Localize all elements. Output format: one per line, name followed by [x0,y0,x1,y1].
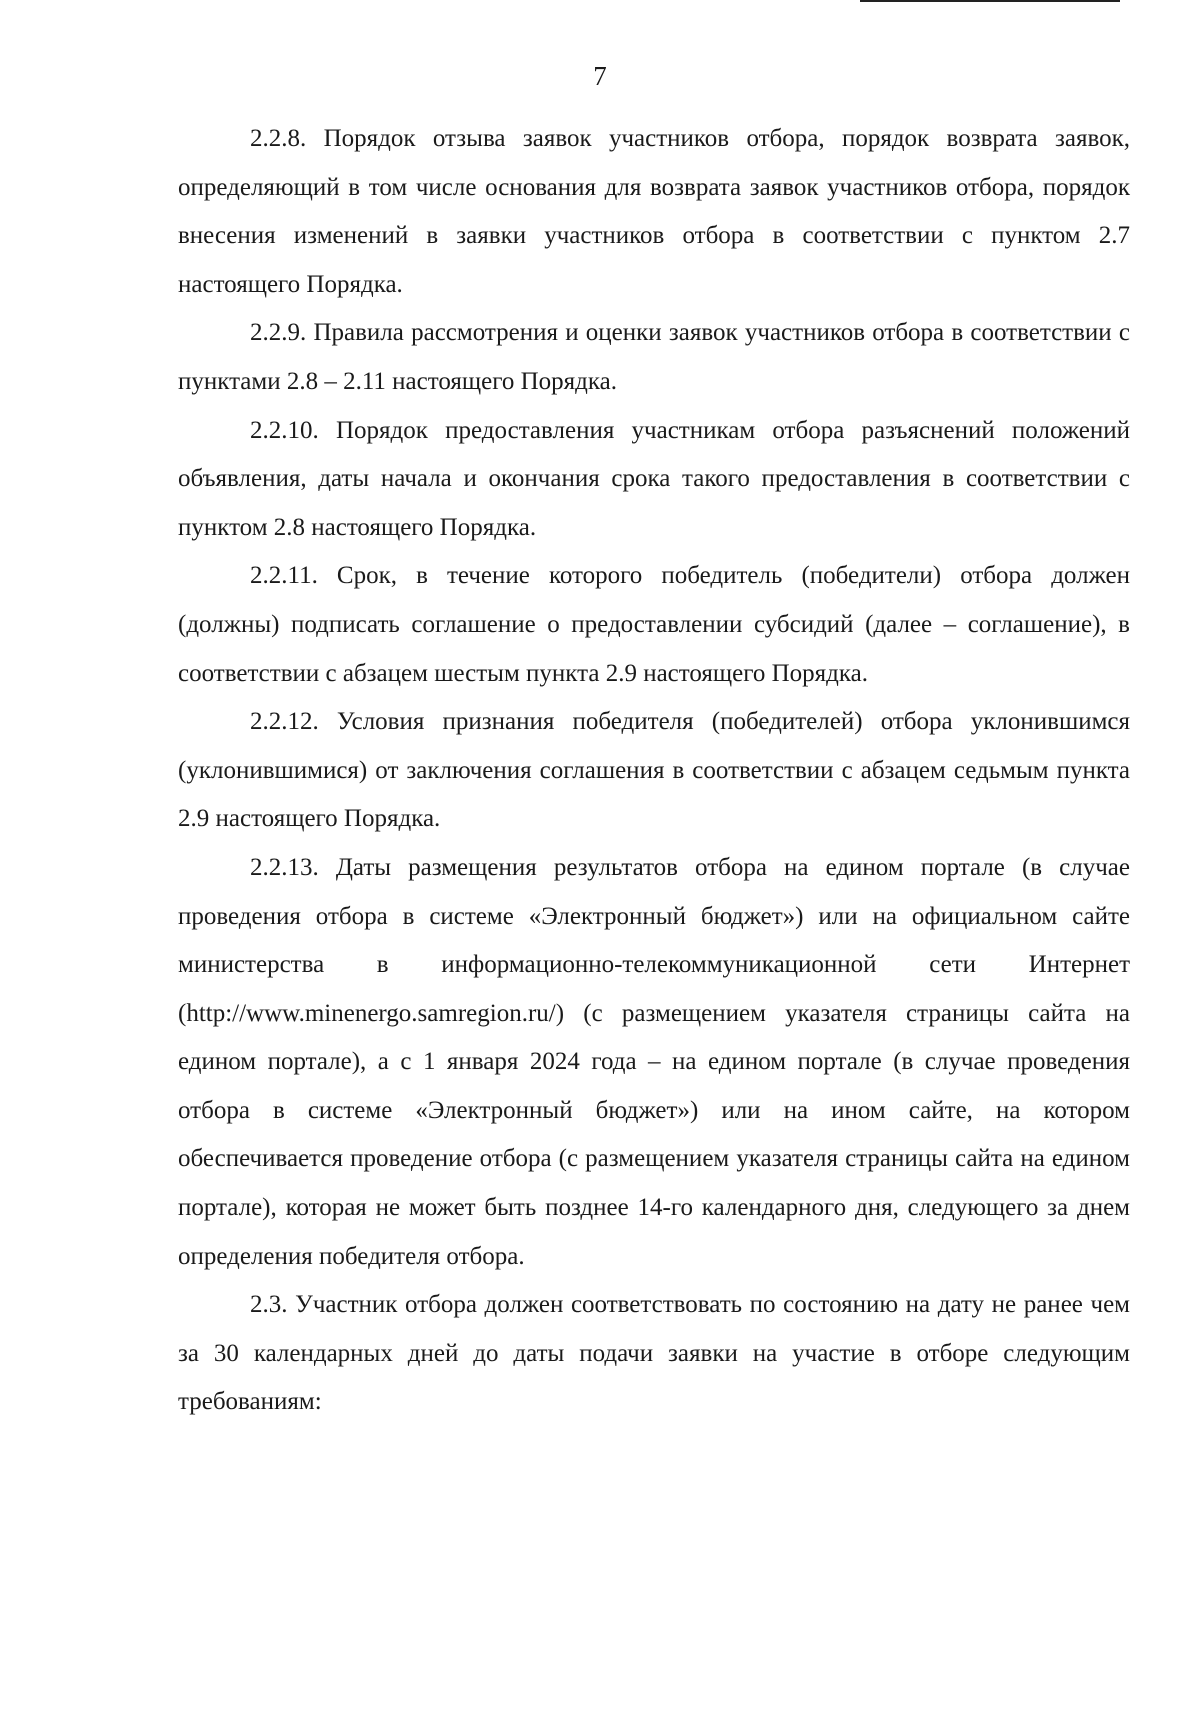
paragraph-2-2-10: 2.2.10. Порядок предоставления участникам отбора разъяснений положений объявления, даты начала и окончания срока такого предоставления в соответствии с пунктом 2.8 настоящего Порядка. [178,416,1130,541]
paragraph-2-2-13: 2.2.13. Даты размещения результатов отбора на едином портале (в случае проведения отбора в системе «Электронный бюджет») или на официальном сайте министерства в информационно-телекоммуникационной сети Интернет (http://www.minenergo.samregion.ru/) (с размещением указателя страницы сайта на едином портале), а с 1 января 2024 года – на едином портале (в случае проведения отбора в системе «Электронный бюджет») или на ином сайте, на котором обеспечивается проведение отбора (с размещением указателя страницы сайта на едином портале), которая не может быть позднее 14-го календарного дня, следующего за днем определения победителя отбора. [178,853,1130,1270]
top-border-line [860,0,1120,2]
paragraph-2-2-11: 2.2.11. Срок, в течение которого победитель (победители) отбора должен (должны) подписать соглашение о предоставлении субсидий (далее – соглашение), в соответствии с абзацем шестым пункта 2.9 настоящего Порядка. [178,562,1130,687]
paragraph-2-3: 2.3. Участник отбора должен соответствовать по состоянию на дату не ранее чем за 30 календарных дней до даты подачи заявки на участие в отборе следующим требованиям: [178,1291,1130,1416]
page-number: 7 [593,61,607,91]
paragraph-2-2-8: 2.2.8. Порядок отзыва заявок участников отбора, порядок возврата заявок, определяющий в том числе основания для возврата заявок участников отбора, порядок внесения изменений в заявки участников отбора в соответствии с пунктом 2.7 настоящего Порядка. [178,125,1130,298]
paragraph-2-2-12: 2.2.12. Условия признания победителя (победителей) отбора уклонившимся (уклонившимися) от заключения соглашения в соответствии с абзацем седьмым пункта 2.9 настоящего Порядка. [178,708,1130,833]
document-body [178,115,1130,1427]
paragraph-2-2-9: 2.2.9. Правила рассмотрения и оценки заявок участников отбора в соответствии с пунктами 2.8 – 2.11 настоящего Порядка. [178,319,1130,395]
